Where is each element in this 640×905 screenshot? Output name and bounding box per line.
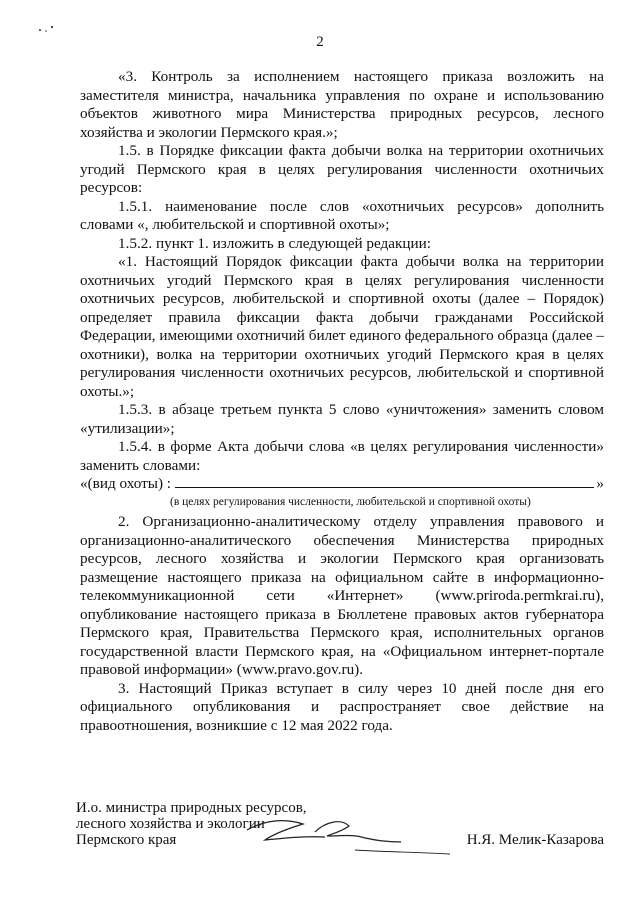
signatory-name: Н.Я. Мелик-Казарова bbox=[466, 832, 604, 848]
signatory-title-line: Пермского края bbox=[76, 832, 177, 848]
scan-specks bbox=[38, 22, 58, 34]
paragraph: 1.5.2. пункт 1. изложить в следующей редакции: bbox=[118, 234, 431, 252]
form-line-end: » bbox=[596, 475, 604, 492]
paragraph: 1.5. в Порядке фиксации факта добычи волка на территории охотничьих угодий Пермского края в целях регулирования численности охотничьих ресурсов: bbox=[80, 142, 604, 196]
paragraph: 1.5.3. в абзаце третьем пункта 5 слово «уничтожения» заменить словом «утилизации»; bbox=[80, 401, 604, 437]
page-number: 2 bbox=[316, 34, 324, 50]
handwritten-signature bbox=[245, 800, 465, 860]
form-fill-line bbox=[80, 475, 604, 494]
paragraph: 1.5.1. наименование после слов «охотничьих ресурсов» дополнить словами «, любительской и спортивной охоты»; bbox=[80, 197, 604, 233]
paragraph: 2. Организационно-аналитическому отделу управления правового и организационно-аналитического обеспечения Министерства природных ресурсов, лесного хозяйства и экологии Пермского края организовать размещение настоящего приказа на официальном сайте в информационно-телекоммуникационной сети «Интернет» (www.priroda.permkrai.ru), опубликование настоящего приказа в Бюллетене правовых актов губернатора Пермского края, Правительства Пермского края, исполнительных органов государственной власти Пермского края, на «Официальном интернет-портале правовой информации» (www.pravo.gov.ru). bbox=[80, 513, 604, 678]
form-line-caption: (в целях регулирования численности, любительской и спортивной охоты) bbox=[170, 495, 531, 508]
paragraph: 1.5.4. в форме Акта добычи слова «в целях регулирования численности» заменить словами: bbox=[80, 438, 604, 474]
form-line-label: «(вид охоты) : bbox=[80, 475, 172, 492]
paragraph: «3. Контроль за исполнением настоящего приказа возложить на заместителя министра, начальника управления по охране и использованию объектов животного мира Министерства природных ресурсов, лесного хозяйства и экологии Пермского края.»; bbox=[80, 68, 604, 141]
signatory-title-line: лесного хозяйства и экологии bbox=[76, 816, 265, 832]
blank-underline bbox=[175, 486, 594, 488]
paragraph: «1. Настоящий Порядок фиксации факта добычи волка на территории охотничьих угодий Пермского края в целях регулирования численности охотничьих ресурсов, любительской и спортивной охоты (далее – Порядок) определяет правила фиксации факта добычи гражданами Российской Федерации, имеющими охотничий билет единого федерального образца (далее – охотники), волка на территории охотничьих угодий Пермского края в целях регулирования численности охотничьих ресурсов, любительской и спортивной охоты.»; bbox=[80, 253, 604, 400]
document-body bbox=[80, 68, 604, 735]
signatory-title-line: И.о. министра природных ресурсов, bbox=[76, 800, 307, 816]
paragraph: 3. Настоящий Приказ вступает в силу через 10 дней после дня его официального опубликования и распространяет свое действие на правоотношения, возникшие с 12 мая 2022 года. bbox=[80, 679, 604, 734]
